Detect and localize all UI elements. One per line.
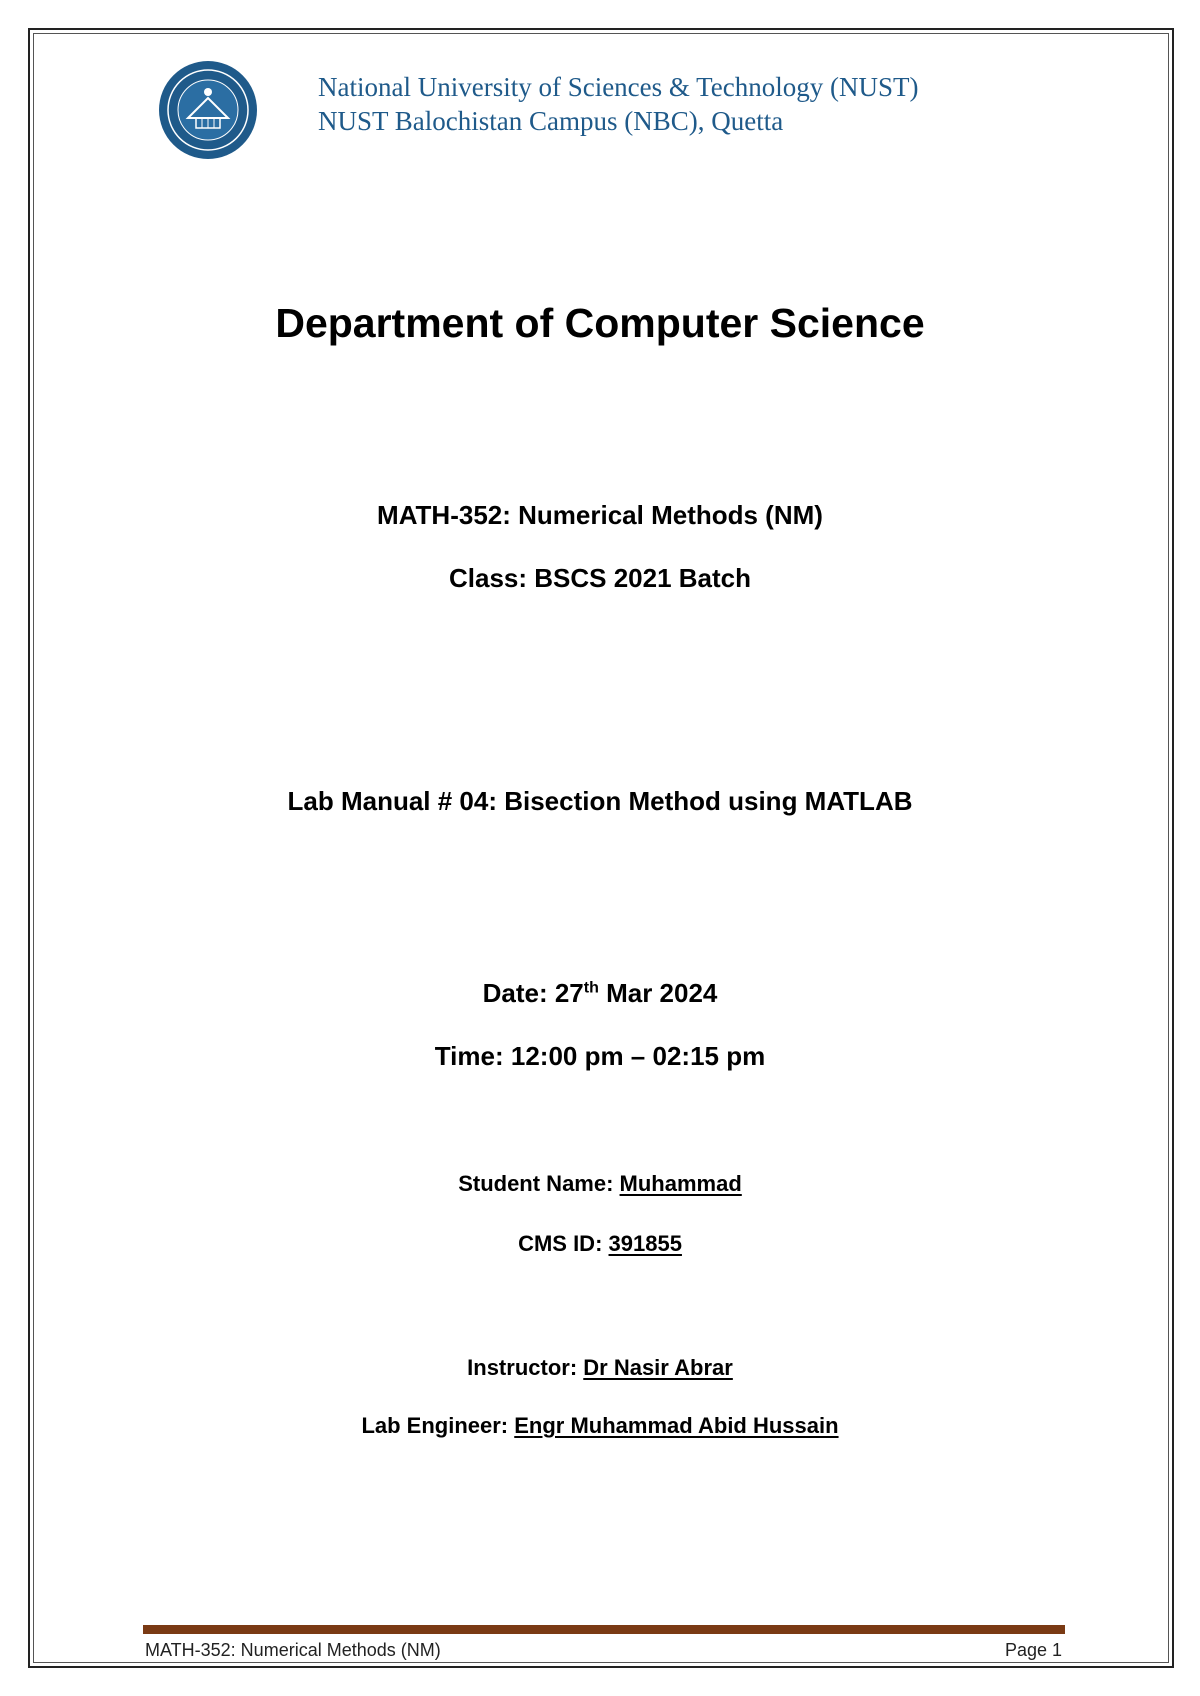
student-name-line	[0, 1171, 1200, 1197]
department-title: Department of Computer Science	[275, 300, 925, 346]
university-header	[318, 70, 919, 138]
lab-title: Lab Manual # 04: Bisection Method using MATLAB	[287, 786, 913, 816]
instructor-value: Dr Nasir Abrar	[583, 1355, 733, 1380]
date-rest: Mar 2024	[598, 978, 718, 1008]
footer-rule	[143, 1625, 1065, 1634]
lab-engineer-value: Engr Muhammad Abid Hussain	[514, 1413, 839, 1438]
university-name: National University of Sciences & Technology (NUST)	[318, 72, 919, 102]
student-label: Student Name:	[458, 1171, 620, 1196]
class-line: Class: BSCS 2021 Batch	[448, 563, 752, 593]
lab-engineer-label: Lab Engineer:	[361, 1413, 515, 1438]
date-line	[0, 978, 1200, 1009]
instructor-label: Instructor:	[467, 1355, 584, 1380]
cms-label: CMS ID:	[518, 1231, 609, 1256]
date-label: Date: 27	[482, 978, 584, 1008]
lab-engineer-line	[0, 1413, 1200, 1439]
nust-logo-icon	[158, 60, 258, 160]
cms-value: 391855	[608, 1231, 682, 1256]
footer-course: MATH-352: Numerical Methods (NM)	[145, 1640, 441, 1660]
time-line: Time: 12:00 pm – 02:15 pm	[434, 1041, 766, 1071]
campus-name: NUST Balochistan Campus (NBC), Quetta	[318, 106, 784, 136]
footer-page-number: Page 1	[1004, 1640, 1062, 1660]
instructor-line	[0, 1355, 1200, 1381]
date-suffix: th	[583, 979, 599, 997]
course-title: MATH-352: Numerical Methods (NM)	[377, 500, 823, 530]
cms-id-line	[0, 1231, 1200, 1257]
student-value: Muhammad	[619, 1171, 742, 1196]
